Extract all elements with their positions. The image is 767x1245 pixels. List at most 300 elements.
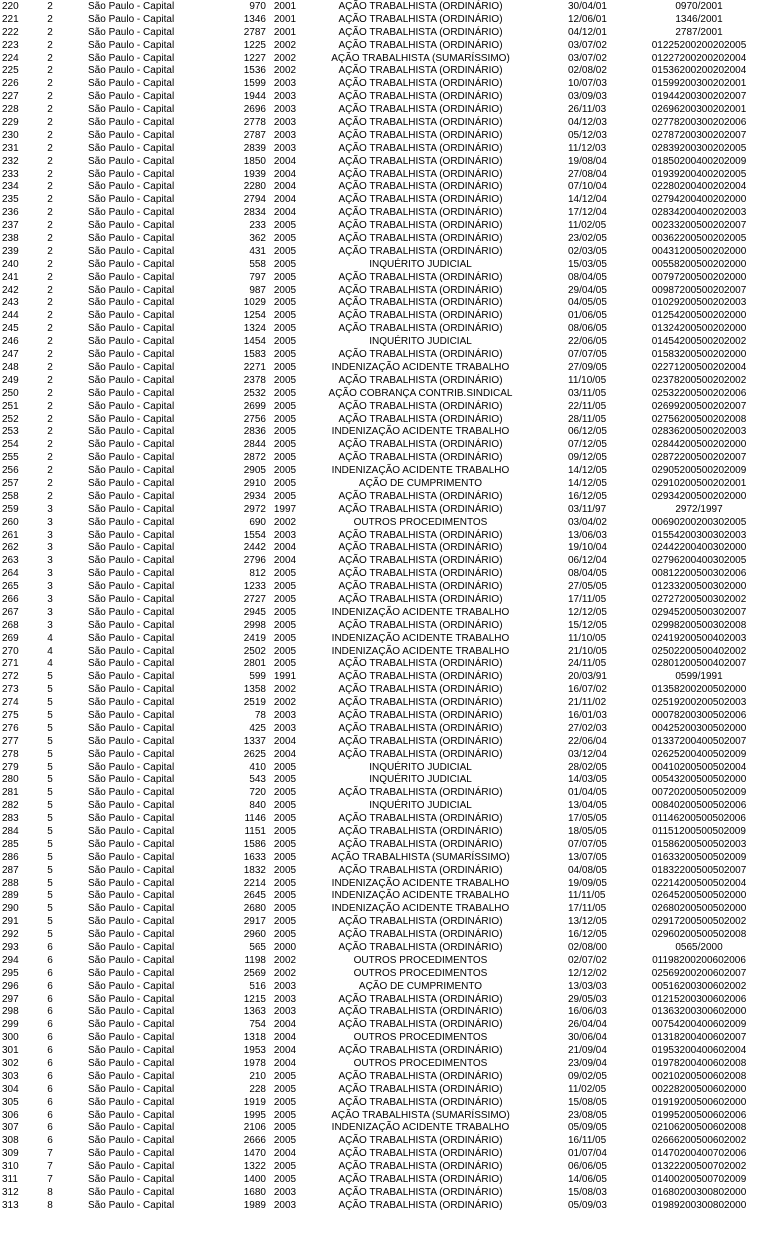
process-code-cell: 00516200300602002 <box>651 980 747 992</box>
court-number-cell: 7 <box>47 1148 53 1160</box>
city-cell: São Paulo - Capital <box>88 1199 175 1211</box>
table-row <box>0 465 767 478</box>
row-number-cell: 244 <box>2 310 19 322</box>
table-row <box>0 194 767 207</box>
year-cell: 2004 <box>273 1058 297 1070</box>
action-type-cell: INDENIZAÇÃO ACIDENTE TRABALHO <box>331 903 510 915</box>
filing-date-cell: 03/07/02 <box>568 52 607 64</box>
process-code-cell: 01680200300802000 <box>651 1186 747 1198</box>
filing-date-cell: 12/12/05 <box>568 606 607 618</box>
court-number-cell: 2 <box>47 91 53 103</box>
table-row <box>0 594 767 607</box>
court-number-cell: 6 <box>47 1006 53 1018</box>
process-code-cell: 01215200300602006 <box>651 993 747 1005</box>
court-number-cell: 5 <box>47 826 53 837</box>
filing-date-cell: 11/02/05 <box>568 220 607 232</box>
process-number-cell: 840 <box>249 800 266 812</box>
row-number-cell: 312 <box>2 1186 19 1198</box>
court-number-cell: 2 <box>47 65 53 77</box>
city-cell: São Paulo - Capital <box>88 1122 175 1134</box>
row-number-cell: 257 <box>2 477 19 489</box>
city-cell: São Paulo - Capital <box>88 13 175 25</box>
city-cell: São Paulo - Capital <box>88 568 175 580</box>
row-number-cell: 265 <box>2 581 19 593</box>
city-cell: São Paulo - Capital <box>88 220 175 232</box>
filing-date-cell: 21/10/05 <box>568 645 607 657</box>
process-number-cell: 812 <box>249 568 266 580</box>
process-code-cell: 02796200400302005 <box>651 555 747 567</box>
process-number-cell: 2905 <box>243 465 266 477</box>
action-type-cell: AÇÃO TRABALHISTA (ORDINÁRIO) <box>338 671 503 683</box>
table-row <box>0 994 767 1007</box>
city-cell: São Paulo - Capital <box>88 1019 175 1031</box>
action-type-cell: AÇÃO TRABALHISTA (ORDINÁRIO) <box>338 684 503 696</box>
process-code-cell: 02625200400502009 <box>651 748 747 760</box>
row-number-cell: 279 <box>2 761 19 773</box>
process-number-cell: 1400 <box>243 1174 266 1186</box>
process-number-cell: 2214 <box>243 877 266 889</box>
action-type-cell: AÇÃO TRABALHISTA (ORDINÁRIO) <box>338 555 503 567</box>
table-row <box>0 633 767 646</box>
filing-date-cell: 23/09/04 <box>568 1058 607 1070</box>
filing-date-cell: 10/07/03 <box>568 78 607 90</box>
filing-date-cell: 03/11/05 <box>568 387 607 399</box>
table-row <box>0 903 767 916</box>
row-number-cell: 267 <box>2 606 19 618</box>
year-cell: 2003 <box>273 1006 297 1018</box>
year-cell: 2005 <box>273 800 297 812</box>
filing-date-cell: 04/05/05 <box>568 297 607 309</box>
city-cell: São Paulo - Capital <box>88 194 175 206</box>
city-cell: São Paulo - Capital <box>88 452 175 464</box>
city-cell: São Paulo - Capital <box>88 838 175 850</box>
table-row <box>0 646 767 659</box>
process-code-cell: 0565/2000 <box>675 942 723 954</box>
action-type-cell: OUTROS PROCEDIMENTOS <box>353 1058 488 1070</box>
court-number-cell: 5 <box>47 851 53 863</box>
process-number-cell: 1583 <box>243 349 266 361</box>
table-row <box>0 1097 767 1110</box>
year-cell: 2004 <box>273 735 297 747</box>
filing-date-cell: 16/01/03 <box>568 709 607 721</box>
city-cell: São Paulo - Capital <box>88 503 175 515</box>
process-number-cell: 543 <box>249 774 266 786</box>
court-number-cell: 5 <box>47 903 53 915</box>
table-row <box>0 78 767 91</box>
court-number-cell: 4 <box>47 632 53 644</box>
process-code-cell: 01470200400702006 <box>651 1148 747 1160</box>
process-code-cell: 02502200500402002 <box>651 645 747 657</box>
action-type-cell: AÇÃO TRABALHISTA (ORDINÁRIO) <box>338 310 503 322</box>
process-code-cell: 01953200400602004 <box>651 1045 747 1057</box>
row-number-cell: 281 <box>2 787 19 799</box>
row-number-cell: 245 <box>2 323 19 335</box>
table-row <box>0 297 767 310</box>
process-code-cell: 00543200500502000 <box>651 774 747 786</box>
city-cell: São Paulo - Capital <box>88 645 175 657</box>
process-number-cell: 2645 <box>243 890 266 902</box>
filing-date-cell: 27/08/04 <box>568 168 607 180</box>
year-cell: 2004 <box>273 1148 297 1160</box>
city-cell: São Paulo - Capital <box>88 1058 175 1070</box>
process-code-cell: 02280200400202004 <box>651 181 747 193</box>
city-cell: São Paulo - Capital <box>88 606 175 618</box>
filing-date-cell: 15/03/05 <box>568 258 607 270</box>
table-row <box>0 14 767 27</box>
process-number-cell: 2699 <box>243 400 266 412</box>
process-number-cell: 2271 <box>243 361 266 373</box>
action-type-cell: AÇÃO TRABALHISTA (ORDINÁRIO) <box>338 1148 503 1160</box>
city-cell: São Paulo - Capital <box>88 1070 175 1082</box>
action-type-cell: AÇÃO TRABALHISTA (ORDINÁRIO) <box>338 993 503 1005</box>
table-row <box>0 53 767 66</box>
city-cell: São Paulo - Capital <box>88 117 175 129</box>
row-number-cell: 247 <box>2 349 19 361</box>
row-number-cell: 295 <box>2 967 19 979</box>
filing-date-cell: 26/04/04 <box>568 1019 607 1031</box>
row-number-cell: 242 <box>2 284 19 296</box>
table-row <box>0 426 767 439</box>
court-number-cell: 2 <box>47 220 53 232</box>
year-cell: 2005 <box>273 439 297 451</box>
court-number-cell: 2 <box>47 452 53 464</box>
table-row <box>0 1110 767 1123</box>
process-code-cell: 02844200500202000 <box>651 439 747 451</box>
action-type-cell: AÇÃO TRABALHISTA (ORDINÁRIO) <box>338 297 503 309</box>
court-number-cell: 5 <box>47 697 53 709</box>
action-type-cell: AÇÃO TRABALHISTA (ORDINÁRIO) <box>338 709 503 721</box>
filing-date-cell: 11/10/05 <box>568 374 607 386</box>
table-row <box>0 955 767 968</box>
city-cell: São Paulo - Capital <box>88 967 175 979</box>
court-number-cell: 5 <box>47 748 53 760</box>
action-type-cell: AÇÃO TRABALHISTA (ORDINÁRIO) <box>338 697 503 709</box>
court-number-cell: 5 <box>47 890 53 902</box>
row-number-cell: 253 <box>2 426 19 438</box>
filing-date-cell: 04/12/03 <box>568 117 607 129</box>
action-type-cell: AÇÃO TRABALHISTA (ORDINÁRIO) <box>338 181 503 193</box>
city-cell: São Paulo - Capital <box>88 91 175 103</box>
action-type-cell: OUTROS PROCEDIMENTOS <box>353 1032 488 1044</box>
table-row <box>0 542 767 555</box>
filing-date-cell: 16/12/05 <box>568 929 607 941</box>
row-number-cell: 263 <box>2 555 19 567</box>
city-cell: São Paulo - Capital <box>88 722 175 734</box>
city-cell: São Paulo - Capital <box>88 1045 175 1057</box>
row-number-cell: 248 <box>2 361 19 373</box>
process-number-cell: 1029 <box>243 297 266 309</box>
row-number-cell: 229 <box>2 117 19 129</box>
court-number-cell: 6 <box>47 980 53 992</box>
court-number-cell: 5 <box>47 813 53 825</box>
action-type-cell: AÇÃO TRABALHISTA (ORDINÁRIO) <box>338 1070 503 1082</box>
process-number-cell: 1151 <box>244 826 266 837</box>
table-row <box>0 568 767 581</box>
row-number-cell: 311 <box>2 1174 18 1186</box>
table-row <box>0 349 767 362</box>
year-cell: 2005 <box>273 929 297 941</box>
action-type-cell: INDENIZAÇÃO ACIDENTE TRABALHO <box>331 1122 510 1134</box>
year-cell: 2005 <box>273 903 297 915</box>
city-cell: São Paulo - Capital <box>88 258 175 270</box>
year-cell: 2005 <box>273 349 297 361</box>
table-row <box>0 736 767 749</box>
table-row <box>0 865 767 878</box>
filing-date-cell: 03/07/02 <box>568 39 607 51</box>
court-number-cell: 5 <box>47 684 53 696</box>
process-code-cell: 01151200500502009 <box>652 826 746 837</box>
year-cell: 2005 <box>273 465 297 477</box>
city-cell: São Paulo - Capital <box>88 52 175 64</box>
action-type-cell: AÇÃO TRABALHISTA (ORDINÁRIO) <box>338 233 503 245</box>
process-number-cell: 2280 <box>243 181 266 193</box>
process-code-cell: 01995200500602006 <box>651 1109 747 1121</box>
court-number-cell: 3 <box>47 593 53 605</box>
process-number-cell: 2680 <box>243 903 266 915</box>
process-number-cell: 1146 <box>244 813 266 825</box>
year-cell: 2005 <box>273 1135 297 1147</box>
court-number-cell: 2 <box>47 490 53 502</box>
action-type-cell: AÇÃO TRABALHISTA (ORDINÁRIO) <box>338 78 503 90</box>
year-cell: 2005 <box>273 284 297 296</box>
process-number-cell: 1554 <box>243 529 266 541</box>
table-row <box>0 1058 767 1071</box>
year-cell: 2004 <box>273 1019 297 1031</box>
row-number-cell: 264 <box>2 568 19 580</box>
court-number-cell: 5 <box>47 864 53 876</box>
table-row <box>0 156 767 169</box>
table-row <box>0 1071 767 1084</box>
court-number-cell: 6 <box>47 954 53 966</box>
process-number-cell: 690 <box>249 516 266 528</box>
process-code-cell: 02787200300202007 <box>651 129 747 141</box>
table-row <box>0 697 767 710</box>
court-number-cell: 3 <box>47 555 53 567</box>
filing-date-cell: 07/10/04 <box>568 181 607 193</box>
row-number-cell: 243 <box>2 297 19 309</box>
year-cell: 2000 <box>273 942 297 954</box>
process-number-cell: 431 <box>249 245 266 257</box>
court-number-cell: 7 <box>47 1161 53 1173</box>
year-cell: 2005 <box>273 477 297 489</box>
court-number-cell: 2 <box>47 361 53 373</box>
table-row <box>0 491 767 504</box>
process-number-cell: 2910 <box>243 477 266 489</box>
action-type-cell: AÇÃO TRABALHISTA (ORDINÁRIO) <box>338 400 503 412</box>
city-cell: São Paulo - Capital <box>88 1109 175 1121</box>
process-code-cell: 02836200500202003 <box>651 426 747 438</box>
court-number-cell: 6 <box>47 1109 53 1121</box>
court-number-cell: 2 <box>47 271 53 283</box>
year-cell: 2002 <box>273 954 297 966</box>
filing-date-cell: 19/10/04 <box>568 542 607 554</box>
filing-date-cell: 21/09/04 <box>568 1045 607 1057</box>
city-cell: São Paulo - Capital <box>88 323 175 335</box>
process-number-cell: 970 <box>249 1 266 12</box>
process-number-cell: 1324 <box>243 323 266 335</box>
table-row <box>0 40 767 53</box>
filing-date-cell: 16/11/05 <box>568 1135 607 1147</box>
city-cell: São Paulo - Capital <box>88 877 175 889</box>
filing-date-cell: 17/05/05 <box>568 813 607 825</box>
table-row <box>0 555 767 568</box>
filing-date-cell: 13/04/05 <box>568 800 607 812</box>
process-code-cell: 02680200500502000 <box>651 903 747 915</box>
court-number-cell: 2 <box>47 52 53 64</box>
table-row <box>0 478 767 491</box>
year-cell: 2005 <box>273 606 297 618</box>
process-number-cell: 1944 <box>243 91 266 103</box>
row-number-cell: 249 <box>2 374 19 386</box>
court-number-cell: 6 <box>47 1135 53 1147</box>
court-number-cell: 2 <box>47 349 53 361</box>
city-cell: São Paulo - Capital <box>88 890 175 902</box>
table-row <box>0 1161 767 1174</box>
year-cell: 2001 <box>273 1 297 12</box>
process-number-cell: 516 <box>249 980 266 992</box>
action-type-cell: AÇÃO TRABALHISTA (ORDINÁRIO) <box>338 129 503 141</box>
table-row <box>0 1148 767 1161</box>
process-number-cell: 2519 <box>243 697 266 709</box>
court-number-cell: 2 <box>47 413 53 425</box>
process-number-cell: 2532 <box>243 387 266 399</box>
action-type-cell: AÇÃO TRABALHISTA (ORDINÁRIO) <box>338 65 503 77</box>
year-cell: 2002 <box>273 697 297 709</box>
city-cell: São Paulo - Capital <box>88 1096 175 1108</box>
court-number-cell: 5 <box>47 929 53 941</box>
process-number-cell: 2625 <box>243 748 266 760</box>
court-number-cell: 4 <box>47 658 53 670</box>
process-code-cell: 01536200200202004 <box>651 65 747 77</box>
filing-date-cell: 13/07/05 <box>568 851 607 863</box>
filing-date-cell: 23/02/05 <box>568 233 607 245</box>
court-number-cell: 2 <box>47 26 53 38</box>
court-number-cell: 2 <box>47 155 53 167</box>
filing-date-cell: 14/12/05 <box>568 465 607 477</box>
process-code-cell: 02756200500202008 <box>651 413 747 425</box>
city-cell: São Paulo - Capital <box>88 542 175 554</box>
city-cell: São Paulo - Capital <box>88 142 175 154</box>
process-number-cell: 1995 <box>243 1109 266 1121</box>
row-number-cell: 293 <box>2 942 19 954</box>
year-cell: 2004 <box>273 748 297 760</box>
year-cell: 2005 <box>273 220 297 232</box>
process-code-cell: 01318200400602007 <box>651 1032 747 1044</box>
table-row <box>0 452 767 465</box>
filing-date-cell: 16/12/05 <box>568 490 607 502</box>
city-cell: São Paulo - Capital <box>88 658 175 670</box>
table-row <box>0 929 767 942</box>
row-number-cell: 271 <box>2 658 19 670</box>
row-number-cell: 226 <box>2 78 19 90</box>
table-row <box>0 104 767 117</box>
filing-date-cell: 01/07/04 <box>568 1148 607 1160</box>
table-row <box>0 310 767 323</box>
year-cell: 2005 <box>273 426 297 438</box>
court-number-cell: 5 <box>47 735 53 747</box>
filing-date-cell: 11/12/03 <box>568 142 607 154</box>
action-type-cell: AÇÃO TRABALHISTA (ORDINÁRIO) <box>338 838 503 850</box>
city-cell: São Paulo - Capital <box>88 619 175 631</box>
filing-date-cell: 08/04/05 <box>568 271 607 283</box>
table-row <box>0 774 767 787</box>
city-cell: São Paulo - Capital <box>88 826 175 837</box>
action-type-cell: AÇÃO COBRANÇA CONTRIB.SINDICAL <box>328 387 513 399</box>
filing-date-cell: 29/04/05 <box>568 284 607 296</box>
action-type-cell: AÇÃO TRABALHISTA (ORDINÁRIO) <box>338 1174 503 1186</box>
filing-date-cell: 08/06/05 <box>568 323 607 335</box>
court-number-cell: 5 <box>47 709 53 721</box>
table-row <box>0 839 767 852</box>
action-type-cell: AÇÃO TRABALHISTA (ORDINÁRIO) <box>338 413 503 425</box>
row-number-cell: 258 <box>2 490 19 502</box>
process-code-cell: 02917200500502002 <box>651 916 747 928</box>
action-type-cell: AÇÃO TRABALHISTA (ORDINÁRIO) <box>338 1135 503 1147</box>
row-number-cell: 241 <box>2 271 19 283</box>
court-number-cell: 2 <box>47 142 53 154</box>
action-type-cell: AÇÃO TRABALHISTA (ORDINÁRIO) <box>338 439 503 451</box>
action-type-cell: AÇÃO TRABALHISTA (ORDINÁRIO) <box>338 619 503 631</box>
action-type-cell: AÇÃO TRABALHISTA (ORDINÁRIO) <box>338 155 503 167</box>
table-row <box>0 981 767 994</box>
city-cell: São Paulo - Capital <box>88 529 175 541</box>
action-type-cell: AÇÃO TRABALHISTA (ORDINÁRIO) <box>338 722 503 734</box>
process-number-cell: 1454 <box>243 336 266 348</box>
city-cell: São Paulo - Capital <box>88 181 175 193</box>
process-code-cell: 00812200500302006 <box>651 568 747 580</box>
table-row <box>0 130 767 143</box>
year-cell: 2005 <box>273 1083 297 1095</box>
city-cell: São Paulo - Capital <box>88 310 175 322</box>
year-cell: 2003 <box>273 980 297 992</box>
process-number-cell: 233 <box>249 220 266 232</box>
court-number-cell: 2 <box>47 194 53 206</box>
process-code-cell: 01583200500202000 <box>651 349 747 361</box>
court-number-cell: 3 <box>47 516 53 528</box>
city-cell: São Paulo - Capital <box>88 490 175 502</box>
court-number-cell: 2 <box>47 78 53 90</box>
table-row <box>0 117 767 130</box>
table-row <box>0 285 767 298</box>
city-cell: São Paulo - Capital <box>88 581 175 593</box>
row-number-cell: 231 <box>2 142 19 154</box>
city-cell: São Paulo - Capital <box>88 26 175 38</box>
table-row <box>0 207 767 220</box>
row-number-cell: 291 <box>2 916 19 928</box>
filing-date-cell: 17/12/04 <box>568 207 607 219</box>
action-type-cell: AÇÃO TRABALHISTA (ORDINÁRIO) <box>338 117 503 129</box>
process-number-cell: 228 <box>249 1083 266 1095</box>
filing-date-cell: 13/12/05 <box>568 916 607 928</box>
row-number-cell: 294 <box>2 954 19 966</box>
city-cell: São Paulo - Capital <box>88 942 175 954</box>
year-cell: 2005 <box>273 645 297 657</box>
process-number-cell: 2998 <box>243 619 266 631</box>
process-code-cell: 00362200500202005 <box>651 233 747 245</box>
process-code-cell: 02519200200502003 <box>651 697 747 709</box>
court-number-cell: 6 <box>47 1032 53 1044</box>
process-number-cell: 1227 <box>243 52 266 64</box>
filing-date-cell: 15/08/03 <box>568 1186 607 1198</box>
row-number-cell: 234 <box>2 181 19 193</box>
process-number-cell: 2934 <box>243 490 266 502</box>
city-cell: São Paulo - Capital <box>88 916 175 928</box>
action-type-cell: OUTROS PROCEDIMENTOS <box>353 954 488 966</box>
court-number-cell: 2 <box>47 374 53 386</box>
process-number-cell: 1536 <box>243 65 266 77</box>
filing-date-cell: 16/07/02 <box>568 684 607 696</box>
filing-date-cell: 27/09/05 <box>568 361 607 373</box>
